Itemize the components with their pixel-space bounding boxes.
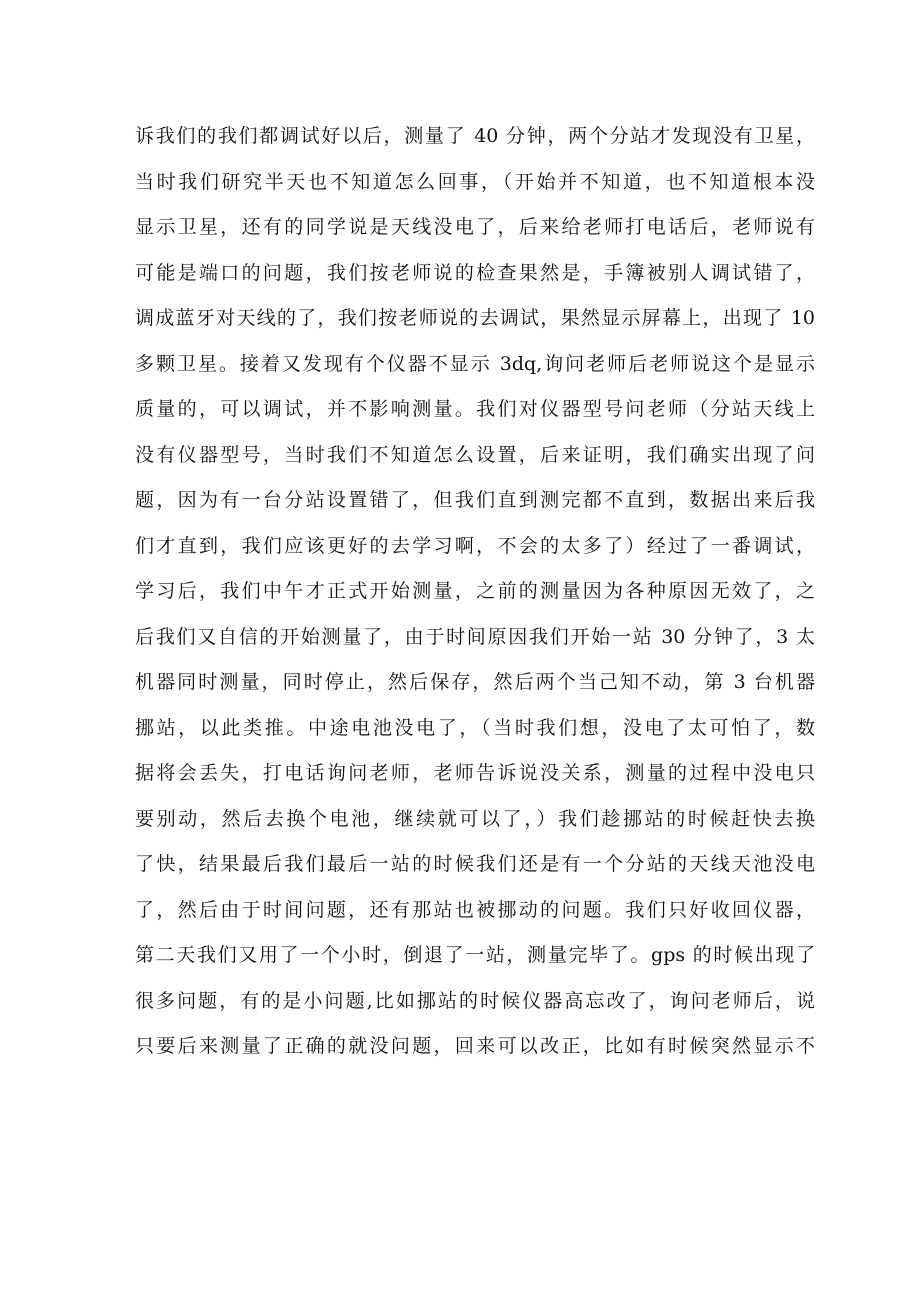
text-line-18: 了，然后由于时间问题，还有那站也被挪动的问题。我们只好收回仪器， xyxy=(135,898,815,921)
text-line-15: 据将会丢失，打电话询问老师，老师告诉说没关系，测量的过程中没电只 xyxy=(135,762,815,784)
text-line-5: 调成蓝牙对天线的了，我们按老师说的去调试，果然显示屏幕上，出现了 10 xyxy=(135,307,815,329)
text-line-16: 要别动，然后去换个电池，继续就可以了，）我们趁挪站的时候赶快去换 xyxy=(135,807,815,830)
text-line-20: 很多问题，有的是小问题,比如挪站的时候仪器高忘改了，询问老师后，说 xyxy=(135,989,815,1012)
text-line-12: 后我们又自信的开始测量了，由于时间原因我们开始一站 30 分钟了，3 太 xyxy=(135,625,815,648)
text-line-4: 可能是端口的问题，我们按老师说的检查果然是，手簿被别人调试错了， xyxy=(135,261,815,284)
text-line-17: 了快，结果最后我们最后一站的时候我们还是有一个分站的天线天池没电 xyxy=(135,853,815,875)
text-line-2: 当时我们研究半天也不知道怎么回事，（开始并不知道，也不知道根本没 xyxy=(135,170,815,193)
text-line-9: 题，因为有一台分站设置错了，但我们直到测完都不直到，数据出来后我 xyxy=(135,489,815,511)
text-line-10: 们才直到，我们应该更好的去学习啊，不会的太多了）经过了一番调试， xyxy=(135,534,815,557)
text-line-6: 多颗卫星。接着又发现有个仪器不显示 3dq,询问老师后老师说这个是显示 xyxy=(135,352,815,375)
text-line-1: 诉我们的我们都调试好以后，测量了 40 分钟，两个分站才发现没有卫星， xyxy=(135,125,815,147)
text-line-3: 显示卫星，还有的同学说是天线没电了，后来给老师打电话后，老师说有 xyxy=(135,216,815,238)
text-line-13: 机器同时测量，同时停止，然后保存，然后两个当己知不动，第 3 台机器 xyxy=(135,671,815,693)
text-line-7: 质量的，可以调试，并不影响测量。我们对仪器型号问老师（分站天线上 xyxy=(135,398,815,420)
text-line-21: 只要后来测量了正确的就没问题，回来可以改正，比如有时候突然显示不 xyxy=(135,1035,815,1057)
text-line-14: 挪站，以此类推。中途电池没电了，（当时我们想，没电了太可怕了，数 xyxy=(135,716,815,739)
body-paragraph xyxy=(135,114,815,1070)
text-line-19: 第二天我们又用了一个小时，倒退了一站，测量完毕了。gps 的时候出现了 xyxy=(135,944,815,966)
text-line-8: 没有仪器型号，当时我们不知道怎么设置，后来证明，我们确实出现了问 xyxy=(135,443,815,466)
text-line-11: 学习后，我们中午才正式开始测量，之前的测量因为各种原因无效了，之 xyxy=(135,580,815,602)
